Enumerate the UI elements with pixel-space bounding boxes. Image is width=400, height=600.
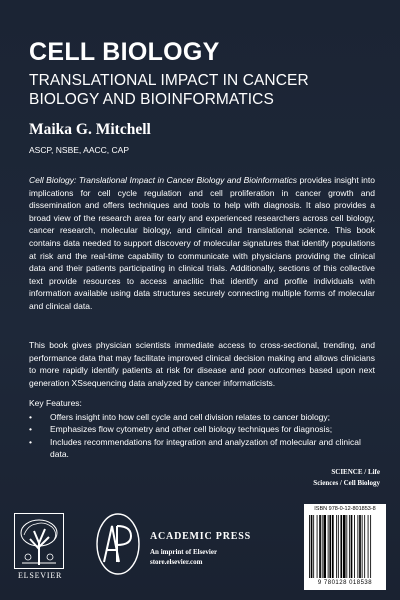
key-feature-text: Includes recommendations for integration and analyzation of molecular and clinical data.: [50, 436, 361, 460]
elsevier-wordmark: ELSEVIER: [18, 571, 63, 580]
key-features-heading: Key Features:: [29, 398, 82, 408]
isbn-label: ISBN 978-0-12-801853-8: [314, 506, 376, 512]
imprint-details: [150, 547, 217, 567]
book-subtitle: TRANSLATIONAL IMPACT IN CANCER BIOLOGY AND BIOINFORMATICS: [29, 72, 309, 108]
key-feature-text: Offers insight into how cell cycle and cell division relates to cancer biology;: [50, 412, 331, 422]
bullet-icon: •: [29, 436, 32, 447]
imprint-line: An imprint of Elsevier: [150, 548, 218, 556]
elsevier-tree-logo-icon: [14, 513, 64, 569]
list-item: [29, 436, 375, 461]
key-feature-text: Emphasizes flow cytometry and other cell biology techniques for diagnosis;: [50, 424, 333, 435]
list-item: [29, 423, 375, 435]
barcode-bars: [308, 515, 382, 579]
isbn-barcode: [304, 504, 386, 590]
bullet-icon: •: [29, 424, 32, 435]
imprint-name: ACADEMIC PRESS: [150, 531, 251, 542]
description-text-1: provides insight into implications for cell cycle regulation and cell proliferation in cancer growth and dissemination and offers techniques and tools to help with diagnosis. It also provides a broad view of the research area for early and experienced researchers across cell biology, cancer research, molecular biology, and clinical and translational science. This book contains data needed to support discovery of molecular signatures that identify populations at risk and the real-time capability to communicate with physicians providing the clinical data and their patients participating in clinical trials. Additionally, sections of this collective text provide resources to access anaclitic that identify and profile individuals with information available using data structures securely connecting multiple forms of molecular and clinical data.: [29, 175, 375, 311]
key-features-list: [29, 411, 375, 461]
description-paragraph-1: [29, 174, 375, 313]
academic-press-ap-logo-icon: [95, 512, 141, 576]
list-item: [29, 411, 375, 423]
publisher-website: store.elsevier.com: [150, 558, 203, 566]
description-paragraph-2: This book gives physician scientists immediate access to cross-sectional, trending, and performance data that may facilitate improved clinical decision making and allows clinicians to more rapidly identify patients at risk for disease and poor outcomes based upon next generation XSsequencing data analyzed by cancer informaticists.: [29, 340, 375, 388]
description-book-title: Cell Biology: Translational Impact in Cancer Biology and Bioinformatics: [29, 175, 298, 185]
author-credentials: ASCP, NSBE, AACC, CAP: [29, 145, 129, 155]
author-name: Maika G. Mitchell: [29, 121, 151, 138]
bullet-icon: •: [29, 412, 32, 422]
subject-classification: [313, 467, 380, 489]
isbn-number: 9 780128 018538: [317, 580, 373, 586]
subject-line-2: Sciences / Cell Biology: [313, 479, 380, 487]
book-title: CELL BIOLOGY: [29, 38, 220, 66]
subject-line-1: SCIENCE / Life: [331, 468, 380, 476]
